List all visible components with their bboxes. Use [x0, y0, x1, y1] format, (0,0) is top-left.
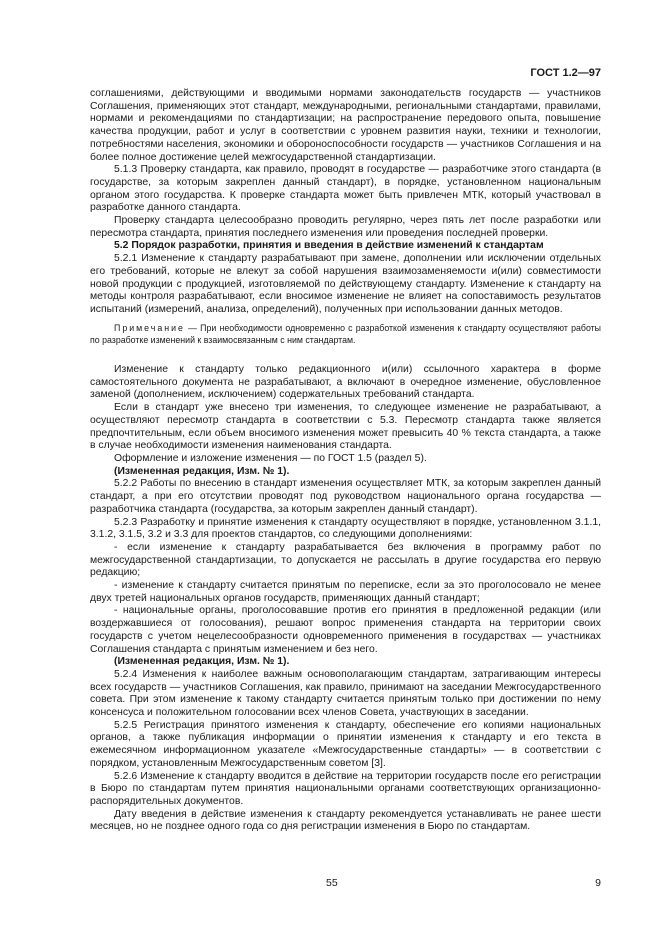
para: 5.2.2 Работы по внесению в стандарт изменения осуществляет МТК, за которым закреплен данный стандарт, а при его отсутствии проводят под руководством национального органа государства — разработчика стандарта (государства, за которым закреплен данный стандарт). [90, 478, 601, 515]
para: соглашениями, действующими и вводимыми нормами законодательств государств — участников Соглашения, применяющих этот стандарт, международными, региональными стандартами, правилами, нормами и рекомендациями по стандартизации; на распространение передового опыта, повышение качества продукции, работ и услуг в соответствии с уровнем развития науки, техники и технологии, потребностями населения, экономики и обороноспособности государств — участников Соглашения и на более полное достижение целей межгосударственной стандартизации. [90, 88, 601, 163]
page-number-center: 55 [326, 877, 338, 889]
section-heading: 5.2 Порядок разработки, принятия и введения в действие изменений к стандартам [114, 240, 544, 252]
doc-header: ГОСТ 1.2—97 [530, 67, 601, 79]
note-label: Примечание [114, 322, 185, 333]
list-item: - национальные органы, проголосовавшие против его принятия в предложенной редакции (или воздержавшиеся от голосования), решают вопрос применения стандарта на территории своих государств с учетом нецелесообразности одновременного применения в государствах — участниках Соглашения стандарта с принятым изменением и без него. [90, 605, 601, 655]
list-item: - изменение к стандарту считается принятым по переписке, если за это проголосовало не менее двух третей национальных органов государств, применяющих данный стандарт; [90, 580, 601, 604]
para: 5.2.6 Изменение к стандарту вводится в действие на территории государств после его регистрации в Бюро по стандартам путем принятия национальными органами соответствующих организационно-распорядительных документов. [90, 770, 601, 807]
list-item: - если изменение к стандарту разрабатывается без включения в программу работ по межгосударственной стандартизации, то допускается не рассылать в другие государства его первую редакцию; [90, 541, 601, 579]
para: Если в стандарт уже внесено три изменения, то следующее изменение не разрабатывают, а осуществляют пересмотр стандарта в соответствии с 5.3. Пересмотр стандарта также является предпочтительным, если объем вносимого изменения может превысить 40 % текста стандарта, а также в случае необходимости изменения наименования стандарта. [90, 402, 601, 452]
amend: (Измененная редакция, Изм. № 1). [114, 656, 290, 668]
para: 5.2.5 Регистрация принятого изменения к стандарту, обеспечение его копиями национальных органов, а также публикация информации о принятии изменения к стандарту и его текста в ежемесячном информационном указателе «Межгосударственные стандарты» — в соответствии с порядком, установленным Межгосударственным советом [3]. [90, 719, 601, 769]
para: Дату введения в действие изменения к стандарту рекомендуется устанавливать не ранее шести месяцев, но не позднее одного года со дня регистрации изменения в Бюро по стандартам. [90, 808, 601, 833]
note [90, 322, 601, 346]
para: 5.2.4 Изменения к наиболее важным основополагающим стандартам, затрагивающим интересы всех государств — участников Соглашения, как правило, принимают на заседании Межгосударственного совета. При этом изменение к такому стандарту считается принятым только при достижении по нему консенсуса и положительном голосовании всех членов Совета, участвующих в заседании. [90, 668, 601, 719]
para: Оформление и изложение изменения — по ГОСТ 1.5 (раздел 5). [114, 452, 427, 464]
para: 5.1.3 Проверку стандарта, как правило, проводят в государстве — разработчике этого стандарта (в государстве, за которым закреплен данный стандарт), в порядке, установленном национальным органом этого государства. К проверке стандарта может быть привлечен МТК, который участвовал в разработке данного стандарта. [90, 164, 601, 214]
para: 5.2.3 Разработку и принятие изменения к стандарту осуществляют в порядке, установленном 3.1.1, 3.1.2, 3.1.5, 3.2 и 3.3 для проектов стандартов, со следующими дополнениями: [90, 516, 601, 541]
para: Изменение к стандарту только редакционного и(или) ссылочного характера в форме самостоятельного документа не разрабатывают, а включают в очередное изменение, обусловленное заменой (дополнением, исключением) содержательных требований стандарта. [90, 364, 601, 401]
doc-body [90, 88, 601, 834]
page [90, 0, 601, 936]
para: Проверку стандарта целесообразно проводить регулярно, через пять лет после разработки или пересмотра стандарта, принятия последнего изменения или проведения последней проверки. [90, 215, 601, 239]
para: 5.2.1 Изменение к стандарту разрабатывают при замене, дополнении или исключении отдельных его требований, которые не влекут за собой нарушения взаимозаменяемости и(или) совместимости новой продукции с продукцией, изготовляемой по действующему стандарту. Изменение к стандарту на методы контроля разрабатывают, если вносимое изменение не влияет на сопоставимость результатов испытаний (измерений, анализа, определений), полученных при использовании данных методов. [90, 253, 601, 315]
note-text: — При необходимости одновременно с разработкой изменения к стандарту осуществляют работы по разработке изменений к взаимосвязанным с ним стандартам. [90, 322, 601, 345]
amend: (Измененная редакция, Изм. № 1). [114, 465, 290, 477]
page-number-right: 9 [595, 877, 601, 889]
